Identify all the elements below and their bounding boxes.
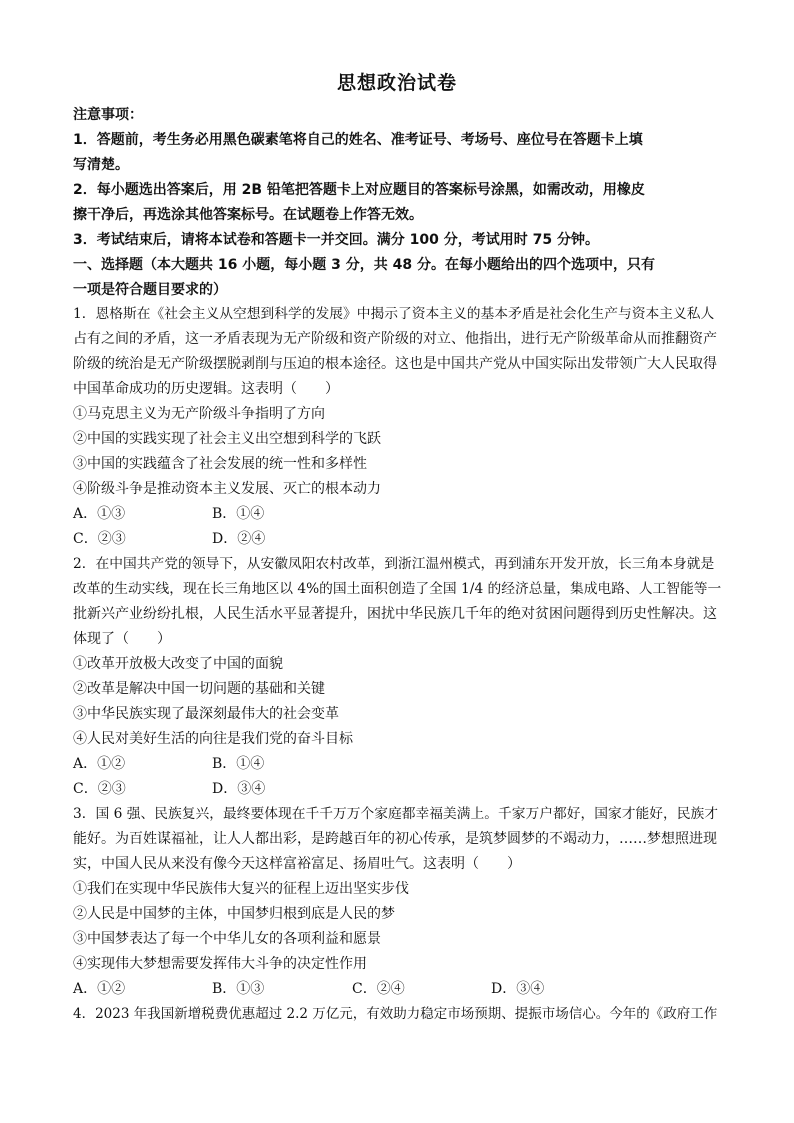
- q2-stem: 2．在中国共产党的领导下，从安徽凤阳农村改革，到浙江温州模式，再到浦东开发开放，长三角本身就是: [73, 556, 715, 572]
- q1-stem-4: 中国革命成功的历史逻辑。这表明（ ）: [73, 381, 339, 397]
- q3-option-d: D．③④: [491, 981, 545, 997]
- section-heading-cont: 一项是符合题目要求的）: [73, 282, 227, 298]
- q3-option-a: A．①②: [73, 981, 126, 997]
- notice-item-3: 3．考试结束后，请将本试卷和答题卡一并交回。满分 100 分，考试用时 75 分钟。: [73, 232, 599, 248]
- q3-statement-1: ①我们在实现中华民族伟大复兴的征程上迈出坚实步伐: [73, 881, 409, 897]
- q1-statement-1: ①马克思主义为无产阶级斗争指明了方向: [73, 406, 325, 422]
- q1-statement-3: ③中国的实践蕴含了社会发展的统一性和多样性: [73, 456, 367, 472]
- q3-stem: 3．国 6 强、民族复兴，最终要体现在千千万万个家庭都幸福美满上。千家万户都好，国家才能好，民族才: [73, 806, 718, 822]
- q1-stem-3: 阶级的统治是无产阶级摆脱剥削与压迫的根本途径。这也是中国共产党从中国实际出发带领广大人民取得: [73, 356, 717, 372]
- notice-item-2: 2．每小题选出答案后，用 2B 铅笔把答题卡上对应题目的答案标号涂黑，如需改动，用橡皮: [73, 182, 645, 198]
- q2-option-c: C．②③: [73, 781, 126, 797]
- q2-statement-4: ④人民对美好生活的向往是我们党的奋斗目标: [73, 731, 353, 747]
- q1-stem-2: 占有之间的矛盾，这一矛盾表现为无产阶级和资产阶级的对立、他指出，进行无产阶级革命从而推翻资产: [73, 331, 717, 347]
- q3-option-c: C．②④: [352, 981, 405, 997]
- q2-option-a: A．①②: [73, 756, 126, 772]
- q3-statement-2: ②人民是中国梦的主体，中国梦归根到底是人民的梦: [73, 906, 395, 922]
- q2-statement-3: ③中华民族实现了最深刻最伟大的社会变革: [73, 706, 339, 722]
- q1-stem: 1．恩格斯在《社会主义从空想到科学的发展》中揭示了资本主义的基本矛盾是社会化生产与资本主义私人: [73, 306, 715, 322]
- notice-heading: 注意事项：: [73, 107, 143, 123]
- q2-statement-2: ②改革是解决中国一切问题的基础和关键: [73, 681, 325, 697]
- notice-item-1: 1．答题前，考生务必用黑色碳素笔将自己的姓名、准考证号、考场号、座位号在答题卡上填: [73, 132, 643, 148]
- page-title: 思想政治试卷: [336, 72, 457, 94]
- notice-item-2-cont: 擦干净后，再选涂其他答案标号。在试题卷上作答无效。: [73, 207, 423, 223]
- q4-stem: 4．2023 年我国新增税费优惠超过 2.2 万亿元，有效助力稳定市场预期、提振市场信心。今年的《政府工作: [73, 1006, 718, 1022]
- q1-statement-4: ④阶级斗争是推动资本主义发展、灭亡的根本动力: [73, 481, 381, 497]
- q2-option-b: B．①④: [212, 756, 265, 772]
- q1-statement-2: ②中国的实践实现了社会主义出空想到科学的飞跃: [73, 431, 381, 447]
- q2-stem-3: 批新兴产业纷纷扎根，人民生活水平显著提升，困扰中华民族几千年的绝对贫困问题得到历史性解决。这: [73, 606, 717, 622]
- q3-option-b: B．①③: [212, 981, 265, 997]
- q2-stem-4: 体现了（ ）: [73, 631, 171, 647]
- q1-option-c: C．②③: [73, 531, 126, 547]
- q1-option-a: A．①③: [73, 506, 126, 522]
- q3-statement-3: ③中国梦表达了每一个中华儿女的各项利益和愿景: [73, 931, 381, 947]
- q2-option-d: D．③④: [212, 781, 266, 797]
- q1-option-b: B．①④: [212, 506, 265, 522]
- q3-stem-3: 实，中国人民从来没有像今天这样富裕富足、扬眉吐气。这表明（ ）: [73, 856, 521, 872]
- q2-stem-2: 改革的生动实线，现在长三角地区以 4%的国土面积创造了全国 1/4 的经济总量，集成电路、人工智能等一: [73, 581, 722, 597]
- q3-stem-2: 能好。为百姓谋福祉，让人人都出彩，是跨越百年的初心传承，是筑梦圆梦的不竭动力，……梦想照进现: [73, 831, 717, 847]
- q2-statement-1: ①改革开放极大改变了中国的面貌: [73, 656, 283, 672]
- section-heading: 一、选择题（本大题共 16 小题，每小题 3 分，共 48 分。在每小题给出的四个选项中，只有: [73, 257, 655, 273]
- notice-item-1-cont: 写清楚。: [73, 157, 129, 173]
- q1-option-d: D．②④: [212, 531, 266, 547]
- q3-statement-4: ④实现伟大梦想需要发挥伟大斗争的决定性作用: [73, 956, 367, 972]
